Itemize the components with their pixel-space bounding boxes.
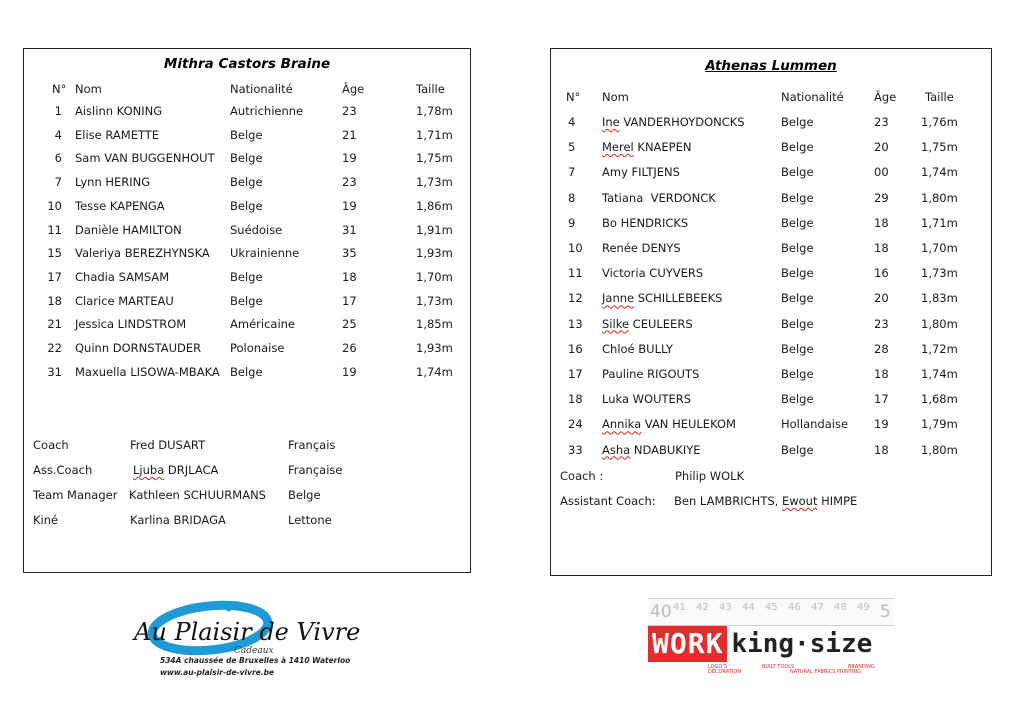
left-player-row (24, 175, 470, 191)
right-player-row (551, 291, 991, 307)
left-staff-row (24, 488, 470, 504)
player-last-name: RIGOUTS (643, 367, 700, 381)
player-first-name: Renée (602, 241, 638, 255)
player-last-name: VAN HEULEKOM (641, 417, 736, 432)
player-name: Valeriya BEREZHYNSKA (75, 246, 210, 261)
player-first-name: Amy (602, 165, 628, 180)
player-height: 1,80m (921, 190, 958, 205)
player-height: 1,74m (416, 364, 453, 379)
player-number: 31 (47, 364, 62, 379)
player-number: 9 (568, 215, 576, 230)
player-height: 1,72m (921, 341, 958, 356)
player-number: 17 (47, 269, 62, 284)
right-player-row (551, 317, 991, 333)
assistant-name-a: Ben LAMBRICHTS, (674, 494, 779, 508)
player-age: 18 (874, 442, 889, 457)
player-name (602, 165, 680, 179)
left-team-panel (23, 48, 471, 573)
player-age: 20 (874, 140, 889, 155)
right-coach-row (551, 469, 991, 485)
player-height: 1,86m (416, 198, 453, 213)
player-nationality: Polonaise (230, 341, 285, 355)
player-nationality: Belge (781, 215, 814, 230)
header-name: Nom (602, 90, 629, 104)
player-number: 33 (568, 442, 583, 457)
player-age: 35 (342, 246, 357, 261)
player-nationality: Belge (781, 140, 814, 155)
staff-nationality: Belge (288, 488, 321, 502)
player-name (602, 140, 692, 154)
player-first-name: Merel (602, 140, 634, 155)
player-number: 4 (54, 127, 62, 142)
player-age: 29 (874, 190, 889, 205)
left-player-row (24, 151, 470, 167)
player-number: 5 (568, 140, 576, 155)
player-age: 18 (874, 215, 889, 230)
player-nationality: Hollandaise (781, 417, 849, 432)
player-age: 20 (874, 291, 889, 306)
player-name: Lynn HERING (75, 175, 151, 190)
player-nationality: Belge (781, 291, 814, 306)
player-number: 1 (54, 104, 62, 118)
player-height: 1,80m (921, 316, 958, 331)
player-last-name: FILTJENS (627, 165, 680, 180)
player-nationality: Belge (781, 190, 814, 205)
left-player-row (24, 341, 470, 357)
player-name (602, 443, 701, 457)
player-number: 11 (568, 266, 583, 281)
left-player-row (24, 104, 470, 120)
player-age: 18 (342, 269, 357, 284)
logo-tagline: BRANDING (848, 664, 875, 670)
player-first-name: Tatiana (602, 190, 644, 205)
player-number: 22 (47, 341, 62, 355)
right-player-row (551, 367, 991, 383)
staff-nationality: Lettone (288, 513, 332, 527)
player-nationality: Belge (781, 367, 814, 381)
player-height: 1,70m (921, 241, 958, 255)
staff-name: Kathleen SCHUURMANS (129, 488, 266, 502)
player-name (602, 241, 681, 255)
right-player-row (551, 115, 991, 131)
player-first-name: Asha (602, 442, 631, 457)
player-first-name: Pauline (602, 367, 644, 381)
player-first-name: Chloé (602, 341, 635, 356)
left-player-row (24, 365, 470, 381)
logo-tagline: DECORATION (708, 669, 741, 675)
player-height: 1,75m (921, 140, 958, 155)
player-nationality: Américaine (230, 317, 295, 332)
header-num: N° (566, 90, 581, 104)
right-player-row (551, 165, 991, 181)
staff-first-name: Ljuba (133, 463, 165, 477)
left-staff-row (24, 513, 470, 529)
player-height: 1,79m (921, 417, 958, 432)
player-age: 26 (342, 341, 357, 355)
player-height: 1,73m (416, 293, 453, 308)
player-name: Clarice MARTEAU (75, 293, 174, 308)
player-age: 23 (874, 316, 889, 331)
staff-nationality: Français (288, 438, 336, 452)
staff-name: Fred DUSART (130, 438, 206, 452)
header-nationality: Nationalité (781, 90, 844, 104)
player-last-name: NDABUKIYE (630, 442, 701, 457)
player-nationality: Belge (230, 269, 263, 284)
left-player-row (24, 199, 470, 215)
player-number: 13 (568, 316, 583, 331)
player-number: 18 (568, 392, 583, 407)
player-age: 21 (342, 127, 357, 142)
player-name (602, 367, 699, 381)
left-header-row (24, 82, 470, 98)
player-height: 1,93m (416, 246, 453, 261)
player-number: 18 (47, 293, 62, 308)
header-num: N° (52, 82, 67, 96)
player-name: Chadia SAMSAM (75, 269, 170, 284)
player-last-name: KNAEPEN (633, 140, 692, 155)
player-age: 28 (874, 341, 889, 356)
player-height: 1,93m (416, 341, 453, 355)
player-age: 31 (342, 222, 357, 237)
player-number: 21 (47, 317, 62, 332)
player-first-name: Janne (602, 291, 635, 306)
header-age: Âge (342, 82, 365, 96)
player-height: 1,80m (921, 442, 958, 457)
player-age: 18 (874, 241, 889, 255)
player-name (602, 342, 673, 356)
assistant-label: Assistant Coach: (560, 494, 656, 508)
player-age: 17 (342, 293, 357, 308)
staff-last-name: DRJLACA (164, 463, 219, 477)
player-nationality: Belge (230, 293, 263, 308)
player-name: Aislinn KONING (75, 104, 163, 118)
player-age: 18 (874, 367, 889, 381)
right-player-row (551, 417, 991, 433)
right-player-row (551, 191, 991, 207)
player-age: 19 (342, 151, 357, 166)
player-nationality: Autrichienne (230, 104, 304, 118)
ruler-number: 44 (742, 602, 755, 613)
player-height: 1,83m (921, 291, 958, 306)
player-name (602, 191, 716, 205)
ruler-number: 46 (788, 602, 801, 613)
player-first-name: Victoria (602, 266, 646, 281)
ruler-number: 43 (719, 602, 732, 613)
staff-role: Coach (33, 438, 69, 452)
player-age: 25 (342, 317, 357, 332)
player-nationality: Belge (230, 198, 263, 213)
header-name: Nom (75, 82, 102, 96)
player-number: 12 (568, 291, 583, 306)
player-nationality: Suédoise (230, 222, 283, 237)
logo-work-block: WORK (648, 626, 727, 662)
player-name (602, 392, 691, 406)
player-first-name: Bo (602, 215, 617, 230)
player-age: 16 (874, 266, 889, 281)
ruler-number: 41 (673, 602, 686, 613)
logo-kingsize-text: king·size (731, 629, 873, 659)
ruler-number: 5 (880, 602, 891, 622)
logo-tagline: Cadeaux (234, 646, 274, 656)
left-staff-row (24, 463, 470, 479)
player-last-name: DENYS (638, 241, 681, 255)
player-height: 1,75m (416, 151, 453, 166)
logo-brand-text: Au Plaisir de Vivre (134, 618, 361, 646)
player-age: 23 (874, 115, 889, 129)
player-nationality: Belge (781, 341, 814, 356)
logo-address: 534A chaussée de Bruxelles à 1410 Waterloo (160, 656, 351, 665)
player-first-name: Silke (602, 316, 630, 331)
logo-tagline: BUILT TOOLS (762, 664, 795, 670)
player-last-name: WOUTERS (629, 392, 692, 407)
player-height: 1,68m (921, 392, 958, 407)
staff-name (133, 463, 218, 477)
player-age: 17 (874, 392, 889, 407)
player-height: 1,73m (921, 266, 958, 281)
player-last-name: SCHILLEBEEKS (634, 291, 723, 306)
player-name (602, 317, 693, 331)
player-age: 23 (342, 175, 357, 190)
coach-label: Coach : (560, 469, 604, 483)
ruler-number: 45 (765, 602, 778, 613)
staff-role: Ass.Coach (33, 463, 93, 477)
header-height: Taille (925, 90, 954, 104)
workingsize-logo (648, 598, 896, 678)
player-number: 8 (568, 190, 576, 205)
player-nationality: Belge (781, 266, 814, 281)
staff-role: Kiné (33, 513, 59, 527)
logo-tagline: LOGO'S (708, 664, 727, 670)
staff-nationality: Française (288, 463, 343, 477)
staff-role: Team Manager (33, 488, 118, 502)
ruler-number: 40 (650, 602, 672, 622)
player-last-name: VERDONCK (643, 190, 716, 205)
player-number: 10 (568, 241, 583, 255)
ruler-number: 47 (811, 602, 824, 613)
player-last-name: BULLY (634, 341, 673, 356)
player-nationality: Belge (230, 151, 263, 166)
player-name: Tesse KAPENGA (75, 198, 165, 213)
player-height: 1,70m (416, 269, 453, 284)
player-number: 16 (568, 341, 583, 356)
player-nationality: Belge (230, 175, 263, 190)
left-team-title: Mithra Castors Braine (163, 56, 331, 72)
player-first-name: Ine (602, 115, 620, 129)
player-name: Quinn DORNSTAUDER (75, 341, 202, 355)
player-number: 7 (568, 165, 576, 180)
player-nationality: Belge (781, 241, 814, 255)
ruler-strip (648, 598, 894, 626)
player-name (602, 291, 722, 305)
coach-name: Philip WOLK (675, 469, 745, 483)
player-nationality: Belge (781, 442, 814, 457)
player-height: 1,74m (921, 165, 958, 180)
player-name (602, 216, 688, 230)
right-player-row (551, 392, 991, 408)
player-number: 7 (54, 175, 62, 190)
player-height: 1,73m (416, 175, 453, 190)
player-height: 1,71m (416, 127, 453, 142)
player-name: Elise RAMETTE (75, 127, 160, 142)
player-height: 1,76m (921, 115, 958, 129)
player-age: 00 (874, 165, 889, 180)
player-number: 10 (47, 198, 62, 213)
assistant-names (674, 494, 857, 508)
player-nationality: Belge (230, 127, 263, 142)
player-name: Jessica LINDSTROM (75, 317, 187, 332)
right-assistant-row (551, 494, 991, 510)
logo-url: www.au-plaisir-de-vivre.be (160, 668, 275, 677)
ruler-number: 42 (696, 602, 709, 613)
player-last-name: VANDERHOYDONCKS (619, 115, 745, 129)
player-number: 15 (47, 246, 62, 261)
left-player-row (24, 317, 470, 333)
player-number: 17 (568, 367, 583, 381)
right-player-row (551, 266, 991, 282)
left-player-row (24, 128, 470, 144)
header-age: Âge (874, 90, 897, 104)
left-player-row (24, 270, 470, 286)
player-last-name: CUYVERS (645, 266, 704, 281)
logo-wordmark (648, 626, 872, 662)
player-age: 19 (874, 417, 889, 432)
player-age: 19 (342, 198, 357, 213)
player-age: 19 (342, 364, 357, 379)
left-player-row (24, 223, 470, 239)
player-nationality: Ukrainienne (230, 246, 300, 261)
player-number: 6 (54, 151, 62, 166)
player-age: 23 (342, 104, 357, 118)
player-last-name: CEULEERS (629, 316, 693, 331)
player-height: 1,85m (416, 317, 453, 332)
left-staff-row (24, 438, 470, 454)
player-first-name: Luka (602, 392, 629, 407)
left-player-row (24, 246, 470, 262)
player-nationality: Belge (781, 115, 814, 129)
right-header-row (551, 90, 991, 106)
player-name: Danièle HAMILTON (75, 222, 182, 237)
player-name (602, 266, 703, 280)
header-height: Taille (416, 82, 445, 96)
right-player-row (551, 241, 991, 257)
right-team-panel (550, 48, 992, 576)
assistant-name-b-first: Ewout (781, 494, 818, 508)
player-first-name: Annika (602, 417, 642, 432)
right-player-row (551, 342, 991, 358)
player-nationality: Belge (781, 392, 814, 407)
player-nationality: Belge (781, 165, 814, 180)
logo-tagline: NATURAL FABRICS PRINTING (790, 669, 861, 675)
right-player-row (551, 140, 991, 156)
right-team-title: Athenas Lummen (705, 58, 837, 74)
au-plaisir-logo (130, 600, 370, 690)
staff-name: Karlina BRIDAGA (130, 513, 226, 527)
header-nationality: Nationalité (230, 82, 293, 96)
player-name (602, 115, 745, 129)
player-height: 1,74m (921, 367, 958, 381)
player-height: 1,78m (416, 104, 453, 118)
player-nationality: Belge (230, 364, 263, 379)
player-height: 1,71m (921, 215, 958, 230)
player-name: Sam VAN BUGGENHOUT (75, 151, 215, 166)
player-nationality: Belge (781, 316, 814, 331)
right-player-row (551, 443, 991, 459)
player-height: 1,91m (416, 222, 453, 237)
right-player-row (551, 216, 991, 232)
assistant-name-b-last: HIMPE (817, 494, 858, 508)
player-name: Maxuella LISOWA-MBAKA (75, 364, 220, 379)
left-player-row (24, 294, 470, 310)
player-last-name: HENDRICKS (616, 215, 689, 230)
ruler-number: 48 (834, 602, 847, 613)
logo-taglines (708, 664, 896, 674)
player-number: 4 (568, 115, 576, 129)
ruler-number: 49 (857, 602, 870, 613)
player-number: 11 (47, 222, 62, 237)
player-name (602, 417, 736, 431)
player-number: 24 (568, 417, 583, 432)
